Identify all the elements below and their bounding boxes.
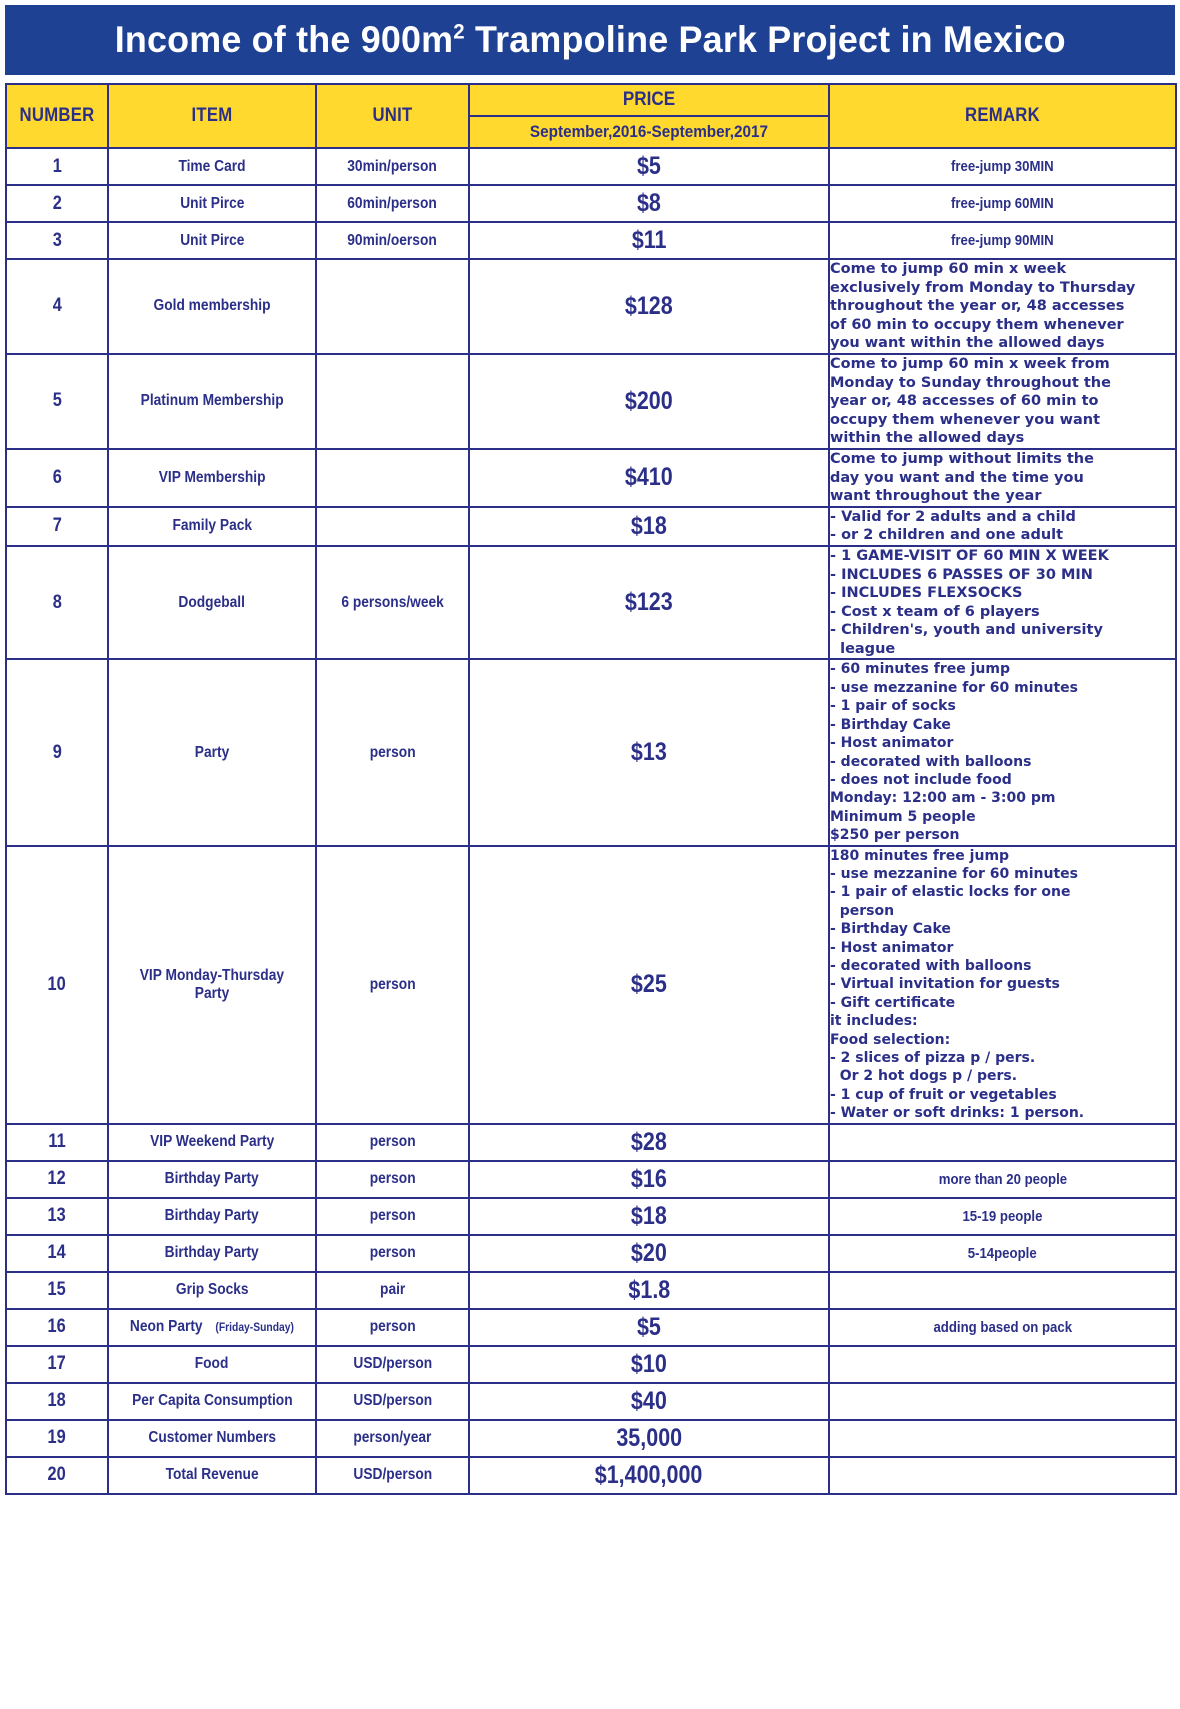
cell-price <box>469 1235 829 1272</box>
cell-unit <box>316 449 469 507</box>
remark-line: within the allowed days <box>830 430 1025 447</box>
header-remark: REMARK <box>829 84 1176 148</box>
cell-price <box>469 222 829 259</box>
unit-label: person <box>369 1244 416 1262</box>
remark-line: person <box>830 902 895 919</box>
price-value: $18 <box>631 511 667 540</box>
cell-remark <box>829 259 1176 354</box>
cell-number: 16 <box>6 1309 108 1346</box>
cell-item <box>108 449 316 507</box>
remark-line: - 2 slices of pizza p / pers. <box>830 1050 1036 1066</box>
cell-item <box>108 354 316 449</box>
header-item: ITEM <box>108 84 316 148</box>
cell-unit <box>316 1309 469 1346</box>
cell-remark <box>829 1272 1176 1309</box>
remark-line: it includes: <box>830 1013 918 1030</box>
unit-label: USD/person <box>353 1355 432 1373</box>
cell-unit <box>316 1457 469 1494</box>
cell-remark <box>829 1124 1176 1161</box>
remark-line: Or 2 hot dogs p / pers. <box>830 1068 1018 1085</box>
table-row <box>6 1198 1176 1235</box>
remark-line: - 60 minutes free jump <box>830 661 1010 678</box>
remark-line: Food selection: <box>830 1031 951 1048</box>
cell-price <box>469 1161 829 1198</box>
cell-unit <box>316 148 469 185</box>
remark-line: league <box>830 640 896 657</box>
income-table <box>5 83 1177 1495</box>
cell-item <box>108 659 316 845</box>
remark-line: - use mezzanine for 60 minutes <box>830 679 1078 696</box>
unit-label: 60min/person <box>347 194 438 212</box>
table-row <box>6 507 1176 546</box>
title-superscript: 2 <box>453 20 465 44</box>
remark-line: want throughout the year <box>830 488 1042 505</box>
cell-number: 5 <box>6 354 108 449</box>
price-value: 35,000 <box>616 1423 682 1452</box>
price-value: $1,400,000 <box>595 1460 703 1489</box>
cell-remark <box>829 354 1176 449</box>
cell-unit <box>316 507 469 546</box>
cell-price <box>469 1383 829 1420</box>
remark-line: - decorated with balloons <box>830 753 1032 770</box>
cell-price <box>469 507 829 546</box>
cell-item <box>108 1346 316 1383</box>
price-value: $16 <box>631 1164 667 1193</box>
cell-unit <box>316 1235 469 1272</box>
table-row <box>6 354 1176 449</box>
price-value: $200 <box>625 386 673 415</box>
unit-label: USD/person <box>353 1392 432 1410</box>
remark-line: - 1 pair of socks <box>830 698 956 715</box>
unit-label: person <box>369 1170 416 1188</box>
cell-unit <box>316 185 469 222</box>
item-label: Birthday Party <box>164 1207 260 1225</box>
remark-line: - Children's, youth and university <box>830 622 1103 639</box>
cell-number: 2 <box>6 185 108 222</box>
cell-price <box>469 1457 829 1494</box>
cell-unit <box>316 1161 469 1198</box>
page-title <box>114 19 1065 61</box>
remark-line: day you want and the time you <box>830 469 1084 486</box>
remark-line: occupy them whenever you want <box>830 411 1101 428</box>
cell-remark <box>829 1198 1176 1235</box>
remark-line: Come to jump 60 min x week <box>830 261 1067 277</box>
cell-remark <box>829 185 1176 222</box>
remark-line: - Birthday Cake <box>830 716 951 733</box>
table-header <box>6 84 1176 148</box>
table-row <box>6 148 1176 185</box>
item-label: Grip Socks <box>175 1281 249 1299</box>
item-label: Birthday Party <box>164 1170 260 1188</box>
header-row <box>6 84 1176 148</box>
item-label: Total Revenue <box>165 1466 259 1484</box>
title-prefix: Income of the 900m <box>114 19 454 60</box>
cell-unit <box>316 1124 469 1161</box>
cell-item <box>108 1235 316 1272</box>
cell-number: 10 <box>6 846 108 1124</box>
table-row <box>6 1457 1176 1494</box>
cell-unit <box>316 1272 469 1309</box>
remark-line: - 1 GAME-VISIT OF 60 MIN X WEEK <box>830 547 1109 564</box>
header-unit: UNIT <box>316 84 469 148</box>
table-row <box>6 1420 1176 1457</box>
cell-unit <box>316 1420 469 1457</box>
cell-price <box>469 846 829 1124</box>
cell-number: 6 <box>6 449 108 507</box>
remark-label: 5-14people <box>968 1244 1037 1262</box>
price-value: $128 <box>625 291 673 320</box>
table-row <box>6 259 1176 354</box>
cell-price <box>469 1272 829 1309</box>
item-label: Per Capita Consumption <box>131 1392 293 1410</box>
cell-remark <box>829 1346 1176 1383</box>
remark-line: - Valid for 2 adults and a child <box>830 508 1076 525</box>
cell-number: 14 <box>6 1235 108 1272</box>
item-label-line2: Party <box>194 984 230 1002</box>
remark-line: - or 2 children and one adult <box>830 527 1064 544</box>
remark-line: - decorated with balloons <box>830 957 1032 974</box>
cell-price <box>469 546 829 660</box>
cell-price <box>469 1309 829 1346</box>
item-label: VIP Weekend Party <box>149 1133 275 1151</box>
remark-line: - INCLUDES FLEXSOCKS <box>830 585 1023 602</box>
cell-remark <box>829 1161 1176 1198</box>
remark-line: - Host animator <box>830 939 954 956</box>
cell-item <box>108 259 316 354</box>
unit-label: pair <box>379 1281 406 1299</box>
unit-label: person <box>369 1318 416 1336</box>
price-value: $18 <box>631 1201 667 1230</box>
cell-number: 4 <box>6 259 108 354</box>
table-row <box>6 185 1176 222</box>
title-banner <box>5 5 1175 75</box>
remark-label: free-jump 60MIN <box>951 195 1054 212</box>
price-value: $40 <box>631 1386 667 1415</box>
cell-remark <box>829 148 1176 185</box>
cell-unit <box>316 1346 469 1383</box>
cell-price <box>469 659 829 845</box>
remark-line: - Host animator <box>830 735 954 752</box>
remark-line: throughout the year or, 48 accesses <box>830 298 1125 315</box>
remark-line: - does not include food <box>830 771 1012 788</box>
price-value: $410 <box>625 463 673 492</box>
table-body <box>6 148 1176 1494</box>
cell-item <box>108 1457 316 1494</box>
cell-unit <box>316 659 469 845</box>
cell-price <box>469 354 829 449</box>
unit-label: person <box>369 1207 416 1225</box>
cell-price <box>469 148 829 185</box>
cell-number: 9 <box>6 659 108 845</box>
cell-remark <box>829 1457 1176 1494</box>
remark-line: - use mezzanine for 60 minutes <box>830 865 1078 882</box>
price-value: $13 <box>631 738 667 766</box>
remark-line: Minimum 5 people <box>830 808 976 825</box>
cell-unit <box>316 1198 469 1235</box>
item-label: Platinum Membership <box>140 392 284 410</box>
table-row <box>6 1346 1176 1383</box>
cell-unit <box>316 259 469 354</box>
unit-label: person <box>369 1133 416 1151</box>
price-value: $1.8 <box>628 1275 670 1304</box>
cell-item <box>108 222 316 259</box>
remark-line: - Cost x team of 6 players <box>830 603 1040 620</box>
remark-line: - 1 cup of fruit or vegetables <box>830 1086 1057 1103</box>
cell-remark <box>829 546 1176 660</box>
price-value: $11 <box>631 226 667 254</box>
remark-line: - Water or soft drinks: 1 person. <box>830 1105 1085 1122</box>
unit-label: person <box>369 975 416 993</box>
unit-label: person <box>369 743 416 761</box>
item-label: Neon Party <box>130 1318 203 1336</box>
remark-line: - Gift certificate <box>830 994 956 1011</box>
cell-number: 18 <box>6 1383 108 1420</box>
remark-line: you want within the allowed days <box>830 335 1105 352</box>
cell-item <box>108 1161 316 1198</box>
cell-remark <box>829 1235 1176 1272</box>
price-value: $25 <box>631 970 667 999</box>
cell-price <box>469 1346 829 1383</box>
cell-item <box>108 1309 316 1346</box>
cell-number: 13 <box>6 1198 108 1235</box>
item-label: Food <box>195 1355 229 1373</box>
cell-number: 11 <box>6 1124 108 1161</box>
cell-item <box>108 846 316 1124</box>
cell-item <box>108 546 316 660</box>
cell-unit <box>316 546 469 660</box>
remark-line: - Birthday Cake <box>830 921 951 938</box>
cell-unit <box>316 354 469 449</box>
cell-number: 12 <box>6 1161 108 1198</box>
cell-price <box>469 449 829 507</box>
price-value: $5 <box>637 1312 661 1341</box>
cell-remark <box>829 659 1176 845</box>
unit-label: 6 persons/week <box>341 593 444 611</box>
header-price-label: PRICE <box>470 85 828 117</box>
item-label: Party <box>194 743 230 761</box>
cell-price <box>469 185 829 222</box>
price-value: $123 <box>625 588 673 617</box>
cell-number: 20 <box>6 1457 108 1494</box>
table-row <box>6 222 1176 259</box>
cell-number: 17 <box>6 1346 108 1383</box>
cell-remark <box>829 1420 1176 1457</box>
cell-remark <box>829 507 1176 546</box>
table-row <box>6 449 1176 507</box>
unit-label: person/year <box>353 1429 432 1447</box>
price-value: $5 <box>637 152 661 180</box>
remark-label: 15-19 people <box>962 1207 1043 1225</box>
table-row <box>6 659 1176 845</box>
cell-remark <box>829 1309 1176 1346</box>
cell-number: 7 <box>6 507 108 546</box>
item-label: Customer Numbers <box>148 1429 276 1447</box>
remark-line: of 60 min to occupy them whenever <box>830 316 1124 333</box>
remark-line: $250 per person <box>830 827 960 844</box>
table-row <box>6 546 1176 660</box>
table-row <box>6 1383 1176 1420</box>
item-sublabel: (Friday-Sunday) <box>214 1320 294 1335</box>
cell-unit <box>316 1383 469 1420</box>
table-row <box>6 1272 1176 1309</box>
title-suffix: Trampoline Park Project in Mexico <box>464 19 1066 60</box>
cell-item <box>108 148 316 185</box>
cell-unit <box>316 846 469 1124</box>
item-label: Time Card <box>178 157 246 175</box>
cell-remark <box>829 846 1176 1124</box>
item-label: Family Pack <box>172 517 252 535</box>
unit-label: 90min/oerson <box>347 231 438 249</box>
item-label: Gold membership <box>153 297 271 315</box>
item-label: Unit Pirce <box>179 231 245 249</box>
cell-number: 19 <box>6 1420 108 1457</box>
price-value: $20 <box>631 1238 667 1267</box>
unit-label: USD/person <box>353 1466 432 1484</box>
price-value: $10 <box>631 1349 667 1378</box>
table-row <box>6 1235 1176 1272</box>
remark-line: 180 minutes free jump <box>830 847 1010 864</box>
unit-label: 30min/person <box>347 157 438 175</box>
cell-number: 15 <box>6 1272 108 1309</box>
cell-item <box>108 507 316 546</box>
remark-line: - 1 pair of elastic locks for one <box>830 884 1071 901</box>
item-label-line1: VIP Monday-Thursday <box>139 966 285 984</box>
remark-line: - INCLUDES 6 PASSES OF 30 MIN <box>830 566 1093 583</box>
price-value: $28 <box>631 1127 667 1156</box>
item-label: Dodgeball <box>178 593 246 611</box>
remark-line: exclusively from Monday to Thursday <box>830 279 1136 296</box>
remark-label: free-jump 30MIN <box>951 158 1054 175</box>
cell-number: 1 <box>6 148 108 185</box>
remark-line: year or, 48 accesses of 60 min to <box>830 393 1099 410</box>
remark-line: Monday: 12:00 am - 3:00 pm <box>830 790 1056 807</box>
item-label: Unit Pirce <box>179 194 245 212</box>
header-price <box>469 84 829 148</box>
item-label: VIP Membership <box>158 468 266 486</box>
cell-number: 8 <box>6 546 108 660</box>
remark-label: more than 20 people <box>938 1170 1067 1188</box>
cell-unit <box>316 222 469 259</box>
cell-remark <box>829 222 1176 259</box>
cell-item <box>108 185 316 222</box>
cell-item <box>108 1420 316 1457</box>
remark-label: adding based on pack <box>933 1318 1072 1336</box>
cell-item <box>108 1383 316 1420</box>
cell-remark <box>829 449 1176 507</box>
cell-price <box>469 1198 829 1235</box>
cell-remark <box>829 1383 1176 1420</box>
table-row <box>6 846 1176 1124</box>
price-value: $8 <box>637 189 661 217</box>
remark-label: free-jump 90MIN <box>951 232 1054 249</box>
remark-line: Come to jump 60 min x week from <box>830 355 1110 372</box>
table-row <box>6 1309 1176 1346</box>
cell-item <box>108 1272 316 1309</box>
cell-number: 3 <box>6 222 108 259</box>
table-row <box>6 1161 1176 1198</box>
cell-item <box>108 1124 316 1161</box>
item-label: Birthday Party <box>164 1244 260 1262</box>
remark-line: Monday to Sunday throughout the <box>830 374 1111 391</box>
header-price-period: September,2016-September,2017 <box>529 122 769 141</box>
header-number: NUMBER <box>6 84 108 148</box>
cell-price <box>469 1124 829 1161</box>
remark-line: Come to jump without limits the <box>830 450 1094 467</box>
cell-price <box>469 259 829 354</box>
remark-line: - Virtual invitation for guests <box>830 976 1060 993</box>
cell-item <box>108 1198 316 1235</box>
table-row <box>6 1124 1176 1161</box>
cell-price <box>469 1420 829 1457</box>
